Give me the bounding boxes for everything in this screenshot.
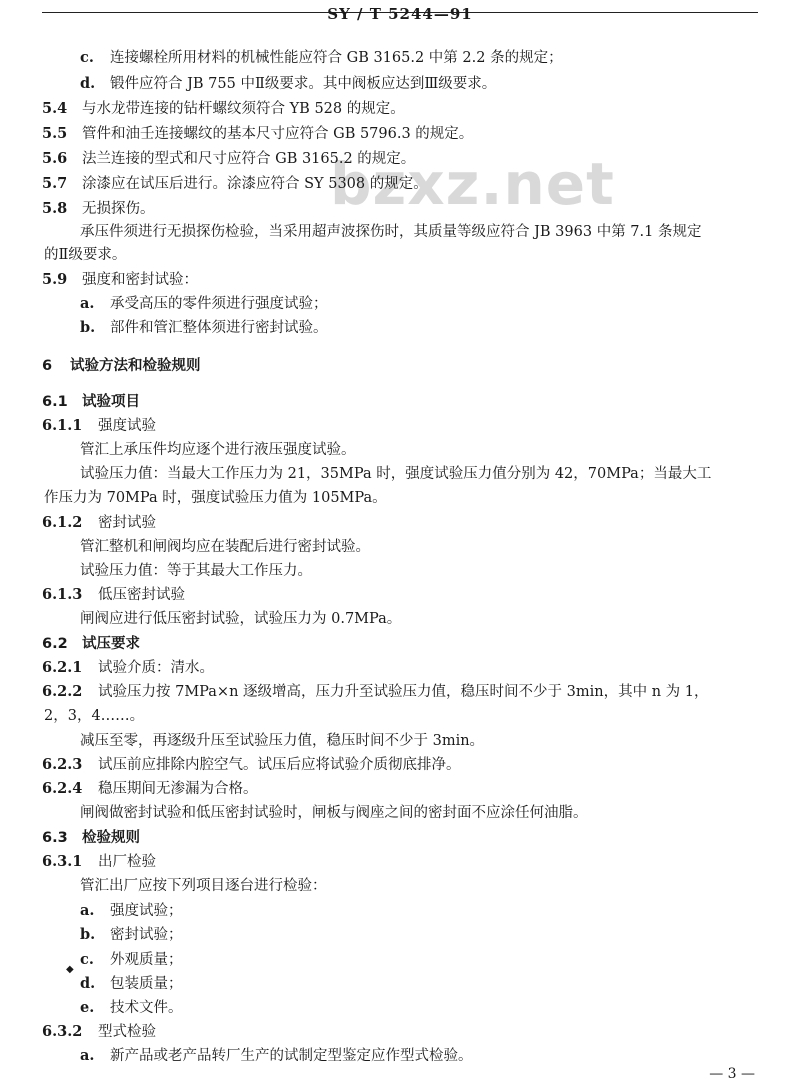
paragraph: 管汇上承压件均应逐个进行液压强度试验。: [80, 442, 356, 458]
paragraph: 试验压力值：等于其最大工作压力。: [80, 563, 312, 579]
item-text: 锻件应符合 JB 755 中Ⅱ级要求。其中阀板应达到Ⅲ级要求。: [110, 76, 497, 92]
list-marker: e.: [80, 999, 95, 1016]
clause-text: 试验介质：清水。: [98, 660, 214, 676]
item-marker: a.: [80, 1047, 95, 1064]
item-text: 承受高压的零件须进行强度试验；: [110, 296, 328, 312]
clause-number: 5.5: [42, 125, 68, 142]
clause-title: 检验规则: [82, 830, 140, 846]
item-marker: b.: [80, 319, 96, 336]
clause-number: 6.2: [42, 636, 68, 652]
paragraph: 闸阀应进行低压密封试验，试验压力为 0.7MPa。: [80, 611, 402, 627]
clause-text: 法兰连接的型式和尺寸应符合 GB 3165.2 的规定。: [82, 151, 416, 167]
list-item: 包装质量；: [110, 976, 183, 992]
clause-text: 管件和油壬连接螺纹的基本尺寸应符合 GB 5796.3 的规定。: [82, 126, 474, 142]
header-rule: [42, 5, 758, 23]
clause-number: 5.8: [42, 200, 68, 217]
list-item: 外观质量；: [110, 952, 183, 968]
list-item: 密封试验；: [110, 927, 183, 943]
clause-text: 稳压期间无渗漏为合格。: [98, 781, 258, 797]
clause-title: 低压密封试验: [98, 587, 185, 603]
standard-code: SY / T 5244—91: [327, 5, 473, 23]
clause-number: 5.6: [42, 150, 68, 167]
clause-text: 试验压力按 7MPa×n 逐级增高，压力升至试验压力值，稳压时间不少于 3min，其中 n 为 1，: [98, 684, 709, 700]
item-text: 新产品或老产品转厂生产的试制定型鉴定应作型式检验。: [110, 1048, 473, 1064]
item-marker: a.: [80, 295, 95, 312]
clause-number: 6.2.1: [42, 659, 83, 676]
clause-number: 6.2.2: [42, 683, 83, 700]
watermark: bzxz.net: [330, 150, 615, 218]
clause-number: 6.1.2: [42, 514, 83, 531]
item-text: 部件和管汇整体须进行密封试验。: [110, 320, 328, 336]
clause-number: 6.3.2: [42, 1023, 83, 1040]
item-marker: c.: [80, 49, 94, 66]
paragraph: 承压件须进行无损探伤检验，当采用超声波探伤时，其质量等级应符合 JB 3963 中第 7.1 条规定: [80, 224, 702, 240]
clause-text: 与水龙带连接的钻杆螺纹须符合 YB 528 的规定。: [82, 101, 405, 117]
list-item: 强度试验；: [110, 903, 183, 919]
clause-number: 6.2.4: [42, 780, 83, 797]
clause-number: 5.9: [42, 271, 68, 288]
paragraph: 管汇整机和闸阀均应在装配后进行密封试验。: [80, 539, 370, 555]
list-marker: b.: [80, 926, 96, 943]
clause-number: 5.4: [42, 100, 68, 117]
clause-number: 6.3: [42, 830, 68, 846]
clause-number: 6.3.1: [42, 853, 83, 870]
clause-title: 试压要求: [82, 636, 140, 652]
clause-text: 涂漆应在试压后进行。涂漆应符合 SY 5308 的规定。: [82, 176, 428, 192]
paragraph: 管汇出厂应按下列项目逐台进行检验：: [80, 878, 327, 894]
list-marker: d.: [80, 975, 96, 992]
paragraph: 作压力为 70MPa 时，强度试验压力值为 105MPa。: [44, 490, 387, 506]
clause-text: 试压前应排除内腔空气。试压后应将试验介质彻底排净。: [98, 757, 461, 773]
list-item: 技术文件。: [110, 1000, 183, 1016]
paragraph: 试验压力值：当最大工作压力为 21，35MPa 时，强度试验压力值分别为 42，70MPa；当最大工: [80, 466, 712, 482]
stray-dot: ◆: [66, 964, 74, 975]
paragraph: 闸阀做密封试验和低压密封试验时，闸板与阀座之间的密封面不应涂任何油脂。: [80, 805, 588, 821]
list-marker: a.: [80, 902, 95, 919]
clause-number: 6.1.3: [42, 586, 83, 603]
section-title: 试验方法和检验规则: [70, 358, 201, 374]
clause-title: 强度试验: [98, 418, 156, 434]
section-number: 6: [42, 358, 53, 374]
paragraph: 的Ⅱ级要求。: [44, 247, 127, 263]
list-marker: c.: [80, 951, 94, 968]
clause-title: 出厂检验: [98, 854, 156, 870]
paragraph: 减压至零，再逐级升压至试验压力值，稳压时间不少于 3min。: [80, 733, 485, 749]
item-marker: d.: [80, 75, 96, 92]
clause-title: 型式检验: [98, 1024, 156, 1040]
clause-number: 6.1: [42, 394, 68, 410]
paragraph: 2，3，4……。: [44, 708, 145, 724]
item-text: 连接螺栓所用材料的机械性能应符合 GB 3165.2 中第 2.2 条的规定；: [110, 50, 563, 66]
clause-number: 6.2.3: [42, 756, 83, 773]
clause-number: 5.7: [42, 175, 68, 192]
clause-title: 密封试验: [98, 515, 156, 531]
clause-text: 无损探伤。: [82, 201, 155, 217]
clause-title: 试验项目: [82, 394, 140, 410]
clause-text: 强度和密封试验：: [82, 272, 198, 288]
clause-number: 6.1.1: [42, 417, 83, 434]
page-number: — 3 —: [709, 1066, 755, 1082]
